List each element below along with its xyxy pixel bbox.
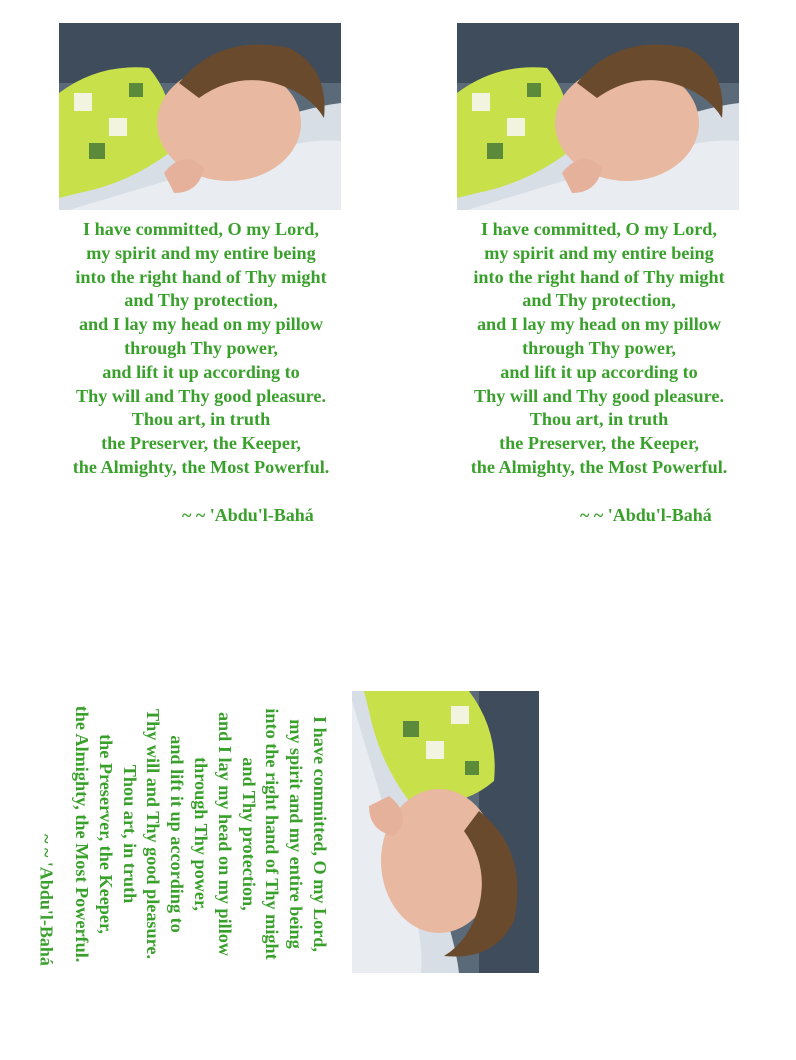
prayer-line: my spirit and my entire being <box>86 242 316 263</box>
prayer-text <box>453 218 745 480</box>
prayer-line: and I lay my head on my pillow <box>476 314 722 335</box>
prayer-line: and lift it up according to <box>500 361 698 382</box>
prayer-line: and I lay my head on my pillow <box>78 314 324 335</box>
prayer-line: into the right hand of Thy might <box>262 708 283 960</box>
prayer-text <box>55 218 347 480</box>
signature-rotated-container <box>26 834 66 1060</box>
prayer-line: and lift it up according to <box>167 735 188 933</box>
prayer-line: Thou art, in truth <box>119 764 140 904</box>
prayer-line: I have committed, O my Lord, <box>481 219 717 239</box>
prayer-line: through Thy power, <box>190 757 211 911</box>
prayer-line: through Thy power, <box>124 337 278 358</box>
prayer-line: the Almighty, the Most Powerful. <box>71 705 92 963</box>
signature: ~ ~ 'Abdu'l-Bahá <box>580 505 712 525</box>
prayer-line: the Preserver, the Keeper, <box>95 734 116 934</box>
prayer-line: into the right hand of Thy might <box>473 266 725 287</box>
sleeping-child-photo-image <box>352 691 539 973</box>
signature: ~ ~ 'Abdu'l-Bahá <box>182 505 314 525</box>
prayer-line: and I lay my head on my pillow <box>214 711 235 957</box>
prayer-text-rotated <box>69 688 331 980</box>
prayer-line: and lift it up according to <box>102 361 300 382</box>
prayer-line: the Almighty, the Most Powerful. <box>470 456 728 477</box>
prayer-line: and Thy protection, <box>124 290 278 311</box>
prayer-line: Thou art, in truth <box>131 409 271 430</box>
prayer-line: the Preserver, the Keeper, <box>499 433 699 454</box>
prayer-line: I have committed, O my Lord, <box>309 716 330 952</box>
sleeping-child-photo-image <box>59 23 341 210</box>
prayer-line: Thou art, in truth <box>529 409 669 430</box>
prayer-line: and Thy protection, <box>238 757 259 911</box>
sleeping-child-photo-rotated <box>352 691 539 973</box>
prayer-line: the Preserver, the Keeper, <box>101 433 301 454</box>
prayer-line: into the right hand of Thy might <box>75 266 327 287</box>
prayer-line: through Thy power, <box>522 337 676 358</box>
prayer-line: and Thy protection, <box>522 290 676 311</box>
prayer-text-rotated-container <box>50 694 350 984</box>
prayer-line: I have committed, O my Lord, <box>83 219 319 239</box>
sleeping-child-photo <box>457 23 739 210</box>
prayer-line: the Almighty, the Most Powerful. <box>72 456 330 477</box>
prayer-line: my spirit and my entire being <box>286 719 307 949</box>
prayer-line: Thy will and Thy good pleasure. <box>474 385 724 406</box>
prayer-line: Thy will and Thy good pleasure. <box>143 709 164 959</box>
sleeping-child-photo <box>59 23 341 210</box>
prayer-line: Thy will and Thy good pleasure. <box>76 385 326 406</box>
sleeping-child-photo-image <box>457 23 739 210</box>
prayer-line: my spirit and my entire being <box>484 242 714 263</box>
signature-rotated: ~ ~ 'Abdu'l-Bahá <box>36 834 57 966</box>
